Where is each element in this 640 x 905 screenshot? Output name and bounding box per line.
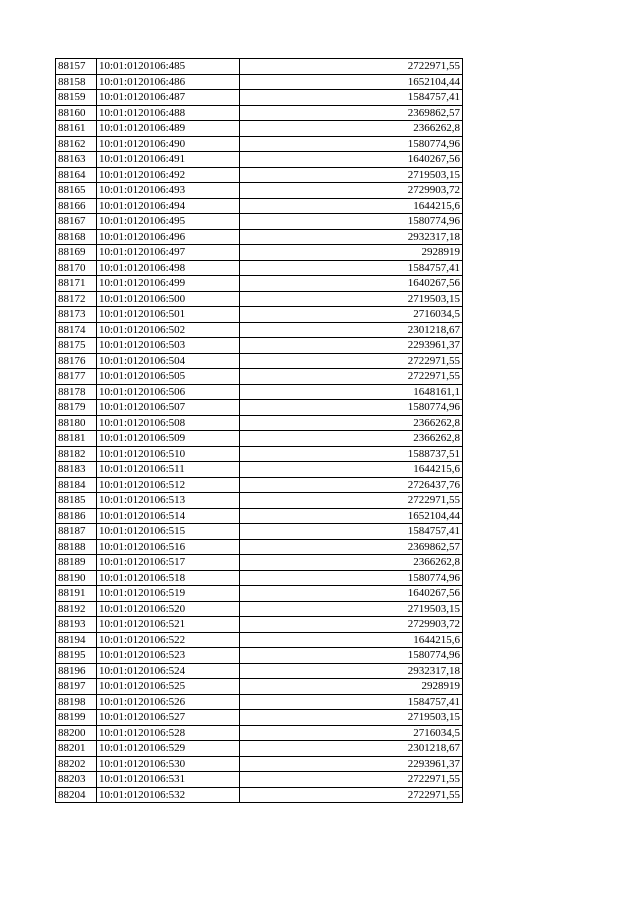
- row-id-cell: 88176: [56, 353, 97, 369]
- table-row: [56, 307, 463, 323]
- row-id-cell: 88174: [56, 322, 97, 338]
- cadastral-number-cell: 10:01:0120106:497: [97, 245, 240, 261]
- value-cell: 2719503,15: [240, 601, 463, 617]
- value-cell: 2716034,5: [240, 307, 463, 323]
- cadastral-number-cell: 10:01:0120106:525: [97, 679, 240, 695]
- value-cell: 2722971,55: [240, 59, 463, 75]
- row-id-cell: 88193: [56, 617, 97, 633]
- table-row: [56, 369, 463, 385]
- row-id-cell: 88159: [56, 90, 97, 106]
- row-id-cell: 88170: [56, 260, 97, 276]
- row-id-cell: 88161: [56, 121, 97, 137]
- cadastral-number-cell: 10:01:0120106:491: [97, 152, 240, 168]
- row-id-cell: 88201: [56, 741, 97, 757]
- table-row: [56, 229, 463, 245]
- row-id-cell: 88186: [56, 508, 97, 524]
- table-row: [56, 384, 463, 400]
- data-table-body: [56, 59, 463, 803]
- table-row: [56, 787, 463, 803]
- cadastral-number-cell: 10:01:0120106:532: [97, 787, 240, 803]
- cadastral-number-cell: 10:01:0120106:510: [97, 446, 240, 462]
- value-cell: 2369862,57: [240, 539, 463, 555]
- table-row: [56, 570, 463, 586]
- value-cell: 2719503,15: [240, 167, 463, 183]
- table-row: [56, 198, 463, 214]
- table-row: [56, 446, 463, 462]
- value-cell: 2722971,55: [240, 787, 463, 803]
- cadastral-number-cell: 10:01:0120106:523: [97, 648, 240, 664]
- row-id-cell: 88172: [56, 291, 97, 307]
- row-id-cell: 88188: [56, 539, 97, 555]
- cadastral-number-cell: 10:01:0120106:514: [97, 508, 240, 524]
- table-row: [56, 214, 463, 230]
- table-row: [56, 105, 463, 121]
- cadastral-number-cell: 10:01:0120106:524: [97, 663, 240, 679]
- row-id-cell: 88183: [56, 462, 97, 478]
- table-row: [56, 121, 463, 137]
- table-row: [56, 539, 463, 555]
- value-cell: 2722971,55: [240, 353, 463, 369]
- row-id-cell: 88158: [56, 74, 97, 90]
- row-id-cell: 88189: [56, 555, 97, 571]
- table-row: [56, 694, 463, 710]
- value-cell: 2722971,55: [240, 369, 463, 385]
- value-cell: 1644215,6: [240, 632, 463, 648]
- value-cell: 2729903,72: [240, 617, 463, 633]
- cadastral-number-cell: 10:01:0120106:513: [97, 493, 240, 509]
- row-id-cell: 88191: [56, 586, 97, 602]
- cadastral-number-cell: 10:01:0120106:511: [97, 462, 240, 478]
- value-cell: 2716034,5: [240, 725, 463, 741]
- cadastral-number-cell: 10:01:0120106:517: [97, 555, 240, 571]
- cadastral-number-cell: 10:01:0120106:505: [97, 369, 240, 385]
- value-cell: 1584757,41: [240, 694, 463, 710]
- table-row: [56, 493, 463, 509]
- table-row: [56, 632, 463, 648]
- row-id-cell: 88181: [56, 431, 97, 447]
- cadastral-number-cell: 10:01:0120106:530: [97, 756, 240, 772]
- row-id-cell: 88184: [56, 477, 97, 493]
- row-id-cell: 88168: [56, 229, 97, 245]
- cadastral-number-cell: 10:01:0120106:486: [97, 74, 240, 90]
- cadastral-number-cell: 10:01:0120106:487: [97, 90, 240, 106]
- value-cell: 2301218,67: [240, 322, 463, 338]
- table-row: [56, 338, 463, 354]
- table-row: [56, 167, 463, 183]
- cadastral-number-cell: 10:01:0120106:498: [97, 260, 240, 276]
- table-row: [56, 648, 463, 664]
- value-cell: 2366262,8: [240, 431, 463, 447]
- cadastral-number-cell: 10:01:0120106:531: [97, 772, 240, 788]
- table-row: [56, 74, 463, 90]
- row-id-cell: 88204: [56, 787, 97, 803]
- row-id-cell: 88162: [56, 136, 97, 152]
- table-row: [56, 183, 463, 199]
- value-cell: 1580774,96: [240, 136, 463, 152]
- cadastral-number-cell: 10:01:0120106:528: [97, 725, 240, 741]
- table-row: [56, 353, 463, 369]
- value-cell: 1640267,56: [240, 586, 463, 602]
- value-cell: 1584757,41: [240, 524, 463, 540]
- table-row: [56, 679, 463, 695]
- value-cell: 2366262,8: [240, 415, 463, 431]
- row-id-cell: 88195: [56, 648, 97, 664]
- row-id-cell: 88202: [56, 756, 97, 772]
- value-cell: 2719503,15: [240, 291, 463, 307]
- value-cell: 2928919: [240, 245, 463, 261]
- table-row: [56, 245, 463, 261]
- cadastral-number-cell: 10:01:0120106:515: [97, 524, 240, 540]
- value-cell: 2301218,67: [240, 741, 463, 757]
- value-cell: 2932317,18: [240, 229, 463, 245]
- value-cell: 1640267,56: [240, 152, 463, 168]
- row-id-cell: 88199: [56, 710, 97, 726]
- row-id-cell: 88173: [56, 307, 97, 323]
- cadastral-number-cell: 10:01:0120106:495: [97, 214, 240, 230]
- row-id-cell: 88179: [56, 400, 97, 416]
- cadastral-number-cell: 10:01:0120106:496: [97, 229, 240, 245]
- cadastral-number-cell: 10:01:0120106:499: [97, 276, 240, 292]
- value-cell: 2366262,8: [240, 555, 463, 571]
- cadastral-number-cell: 10:01:0120106:526: [97, 694, 240, 710]
- row-id-cell: 88165: [56, 183, 97, 199]
- value-cell: 1644215,6: [240, 198, 463, 214]
- value-cell: 2722971,55: [240, 772, 463, 788]
- table-row: [56, 524, 463, 540]
- value-cell: 1644215,6: [240, 462, 463, 478]
- cadastral-number-cell: 10:01:0120106:522: [97, 632, 240, 648]
- row-id-cell: 88164: [56, 167, 97, 183]
- row-id-cell: 88167: [56, 214, 97, 230]
- value-cell: 2293961,37: [240, 338, 463, 354]
- cadastral-number-cell: 10:01:0120106:494: [97, 198, 240, 214]
- cadastral-number-cell: 10:01:0120106:512: [97, 477, 240, 493]
- table-row: [56, 617, 463, 633]
- cadastral-number-cell: 10:01:0120106:492: [97, 167, 240, 183]
- cadastral-number-cell: 10:01:0120106:503: [97, 338, 240, 354]
- table-row: [56, 710, 463, 726]
- row-id-cell: 88182: [56, 446, 97, 462]
- cadastral-number-cell: 10:01:0120106:493: [97, 183, 240, 199]
- value-cell: 2729903,72: [240, 183, 463, 199]
- row-id-cell: 88185: [56, 493, 97, 509]
- row-id-cell: 88163: [56, 152, 97, 168]
- value-cell: 1580774,96: [240, 400, 463, 416]
- cadastral-number-cell: 10:01:0120106:490: [97, 136, 240, 152]
- cadastral-number-cell: 10:01:0120106:500: [97, 291, 240, 307]
- cadastral-number-cell: 10:01:0120106:529: [97, 741, 240, 757]
- row-id-cell: 88169: [56, 245, 97, 261]
- cadastral-number-cell: 10:01:0120106:516: [97, 539, 240, 555]
- value-cell: 1640267,56: [240, 276, 463, 292]
- row-id-cell: 88175: [56, 338, 97, 354]
- row-id-cell: 88177: [56, 369, 97, 385]
- value-cell: 2726437,76: [240, 477, 463, 493]
- cadastral-number-cell: 10:01:0120106:501: [97, 307, 240, 323]
- value-cell: 1652104,44: [240, 74, 463, 90]
- row-id-cell: 88198: [56, 694, 97, 710]
- cadastral-number-cell: 10:01:0120106:527: [97, 710, 240, 726]
- row-id-cell: 88196: [56, 663, 97, 679]
- value-cell: 2928919: [240, 679, 463, 695]
- value-cell: 1588737,51: [240, 446, 463, 462]
- row-id-cell: 88187: [56, 524, 97, 540]
- row-id-cell: 88171: [56, 276, 97, 292]
- value-cell: 2366262,8: [240, 121, 463, 137]
- cadastral-number-cell: 10:01:0120106:518: [97, 570, 240, 586]
- value-cell: 1584757,41: [240, 90, 463, 106]
- value-cell: 1580774,96: [240, 570, 463, 586]
- table-row: [56, 59, 463, 75]
- cadastral-number-cell: 10:01:0120106:489: [97, 121, 240, 137]
- table-row: [56, 508, 463, 524]
- row-id-cell: 88194: [56, 632, 97, 648]
- value-cell: 2719503,15: [240, 710, 463, 726]
- table-row: [56, 152, 463, 168]
- data-table: [55, 58, 463, 803]
- row-id-cell: 88200: [56, 725, 97, 741]
- cadastral-number-cell: 10:01:0120106:504: [97, 353, 240, 369]
- row-id-cell: 88192: [56, 601, 97, 617]
- value-cell: 2932317,18: [240, 663, 463, 679]
- value-cell: 1584757,41: [240, 260, 463, 276]
- table-row: [56, 431, 463, 447]
- row-id-cell: 88157: [56, 59, 97, 75]
- row-id-cell: 88197: [56, 679, 97, 695]
- row-id-cell: 88166: [56, 198, 97, 214]
- value-cell: 2293961,37: [240, 756, 463, 772]
- table-row: [56, 586, 463, 602]
- cadastral-number-cell: 10:01:0120106:520: [97, 601, 240, 617]
- value-cell: 1580774,96: [240, 214, 463, 230]
- table-row: [56, 322, 463, 338]
- row-id-cell: 88190: [56, 570, 97, 586]
- value-cell: 1648161,1: [240, 384, 463, 400]
- table-row: [56, 741, 463, 757]
- table-row: [56, 90, 463, 106]
- cadastral-number-cell: 10:01:0120106:488: [97, 105, 240, 121]
- table-row: [56, 260, 463, 276]
- table-row: [56, 772, 463, 788]
- value-cell: 2722971,55: [240, 493, 463, 509]
- cadastral-number-cell: 10:01:0120106:509: [97, 431, 240, 447]
- table-row: [56, 415, 463, 431]
- row-id-cell: 88180: [56, 415, 97, 431]
- value-cell: 2369862,57: [240, 105, 463, 121]
- cadastral-number-cell: 10:01:0120106:519: [97, 586, 240, 602]
- cadastral-number-cell: 10:01:0120106:502: [97, 322, 240, 338]
- table-row: [56, 663, 463, 679]
- row-id-cell: 88178: [56, 384, 97, 400]
- table-row: [56, 462, 463, 478]
- table-row: [56, 400, 463, 416]
- table-row: [56, 291, 463, 307]
- table-row: [56, 601, 463, 617]
- cadastral-number-cell: 10:01:0120106:508: [97, 415, 240, 431]
- table-row: [56, 756, 463, 772]
- row-id-cell: 88160: [56, 105, 97, 121]
- cadastral-number-cell: 10:01:0120106:521: [97, 617, 240, 633]
- cadastral-number-cell: 10:01:0120106:485: [97, 59, 240, 75]
- table-row: [56, 555, 463, 571]
- value-cell: 1652104,44: [240, 508, 463, 524]
- value-cell: 1580774,96: [240, 648, 463, 664]
- table-row: [56, 725, 463, 741]
- row-id-cell: 88203: [56, 772, 97, 788]
- table-row: [56, 276, 463, 292]
- cadastral-number-cell: 10:01:0120106:507: [97, 400, 240, 416]
- cadastral-number-cell: 10:01:0120106:506: [97, 384, 240, 400]
- table-row: [56, 136, 463, 152]
- table-row: [56, 477, 463, 493]
